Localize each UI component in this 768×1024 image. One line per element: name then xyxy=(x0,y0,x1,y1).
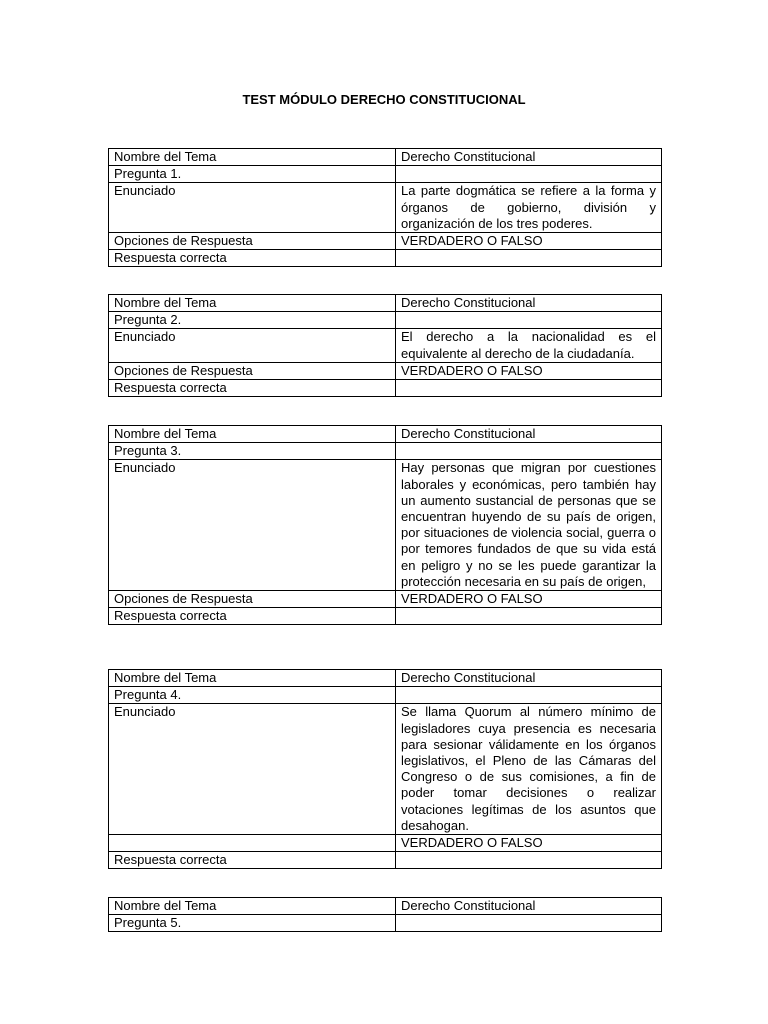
options-value: VERDADERO O FALSO xyxy=(396,362,662,379)
topic-label: Nombre del Tema xyxy=(109,898,396,915)
question-table-3 xyxy=(108,425,662,625)
correct-answer-value[interactable] xyxy=(396,852,662,869)
document-title: TEST MÓDULO DERECHO CONSTITUCIONAL xyxy=(242,92,526,107)
statement-label: Enunciado xyxy=(109,704,396,835)
question-number-value xyxy=(396,312,662,329)
options-label: Opciones de Respuesta xyxy=(109,362,396,379)
topic-value: Derecho Constitucional xyxy=(396,670,662,687)
topic-label: Nombre del Tema xyxy=(109,295,396,312)
statement-label: Enunciado xyxy=(109,183,396,233)
topic-label: Nombre del Tema xyxy=(109,426,396,443)
statement-text: La parte dogmática se refiere a la forma y órganos de gobierno, división y organización de los tres poderes. xyxy=(396,183,662,233)
options-value: VERDADERO O FALSO xyxy=(396,591,662,608)
question-table-4 xyxy=(108,669,662,869)
statement-label: Enunciado xyxy=(109,460,396,591)
question-number-value xyxy=(396,687,662,704)
topic-label: Nombre del Tema xyxy=(109,670,396,687)
options-value: VERDADERO O FALSO xyxy=(396,835,662,852)
question-number-value xyxy=(396,443,662,460)
options-label: Opciones de Respuesta xyxy=(109,591,396,608)
topic-value: Derecho Constitucional xyxy=(396,898,662,915)
question-number: Pregunta 5. xyxy=(109,915,396,932)
correct-answer-value[interactable] xyxy=(396,250,662,267)
options-value: VERDADERO O FALSO xyxy=(396,233,662,250)
correct-answer-label: Respuesta correcta xyxy=(109,608,396,625)
options-label xyxy=(109,835,396,852)
question-number: Pregunta 4. xyxy=(109,687,396,704)
question-table-5 xyxy=(108,897,662,932)
statement-label: Enunciado xyxy=(109,329,396,362)
topic-value: Derecho Constitucional xyxy=(396,295,662,312)
question-number-value xyxy=(396,166,662,183)
topic-value: Derecho Constitucional xyxy=(396,426,662,443)
topic-value: Derecho Constitucional xyxy=(396,149,662,166)
correct-answer-label: Respuesta correcta xyxy=(109,852,396,869)
correct-answer-value[interactable] xyxy=(396,380,662,397)
topic-label: Nombre del Tema xyxy=(109,149,396,166)
correct-answer-value[interactable] xyxy=(396,608,662,625)
options-label: Opciones de Respuesta xyxy=(109,233,396,250)
question-table-1 xyxy=(108,148,662,267)
correct-answer-label: Respuesta correcta xyxy=(109,250,396,267)
statement-text: El derecho a la nacionalidad es el equivalente al derecho de la ciudadanía. xyxy=(396,329,662,362)
statement-text: Se llama Quorum al número mínimo de legisladores cuya presencia es necesaria para sesionar válidamente en los órganos legislativos, el Pleno de las Cámaras del Congreso o de sus comisiones, a fin de poder tomar decisiones o realizar votaciones legítimas de los asuntos que desahogan. xyxy=(396,704,662,835)
correct-answer-label: Respuesta correcta xyxy=(109,380,396,397)
question-number: Pregunta 1. xyxy=(109,166,396,183)
statement-text: Hay personas que migran por cuestiones laborales y económicas, pero también hay un aumento sustancial de personas que se encuentran huyendo de su país de origen, por situaciones de violencia social, guerra o por temores fundados de que su vida está en peligro y no se les puede garantizar la protección necesaria en su país de origen, xyxy=(396,460,662,591)
question-number: Pregunta 2. xyxy=(109,312,396,329)
question-number: Pregunta 3. xyxy=(109,443,396,460)
question-table-2 xyxy=(108,294,662,397)
question-number-value xyxy=(396,915,662,932)
